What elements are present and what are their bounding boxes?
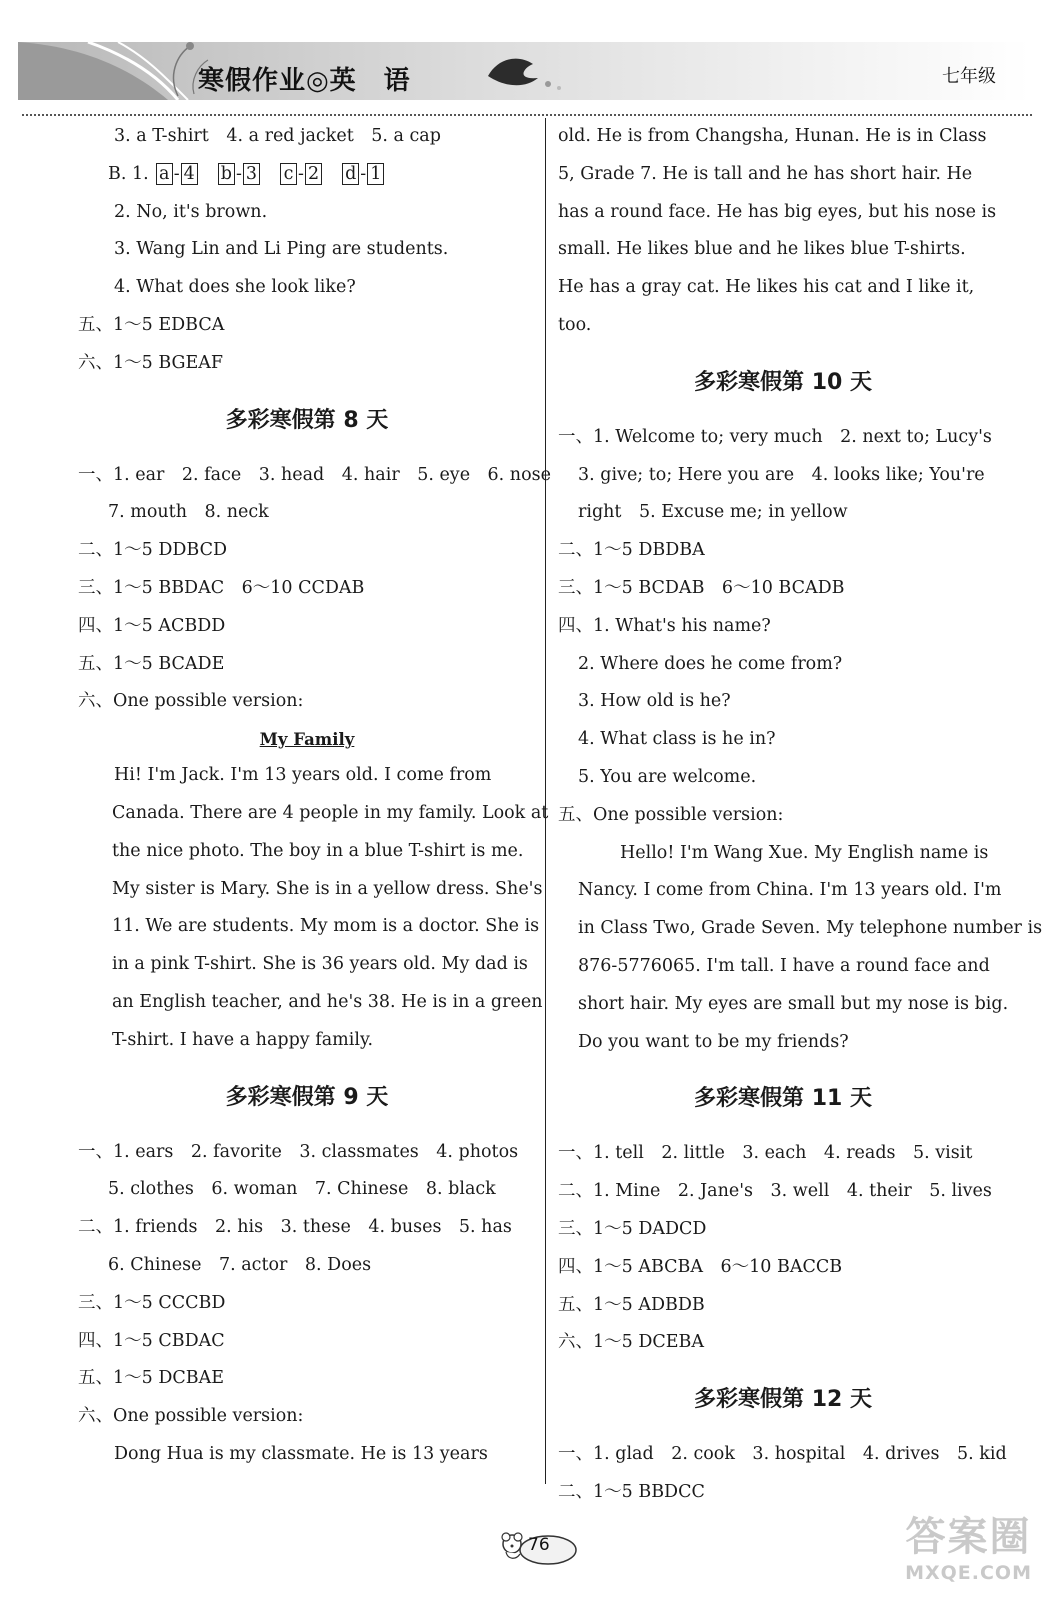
match-number-box: 1 bbox=[367, 163, 384, 185]
answer-line: 一、1. Welcome to; very much 2. next to; Lucy's bbox=[558, 426, 992, 447]
answer-line: 5. You are welcome. bbox=[578, 766, 757, 787]
match-pair: a - 4 bbox=[155, 164, 199, 184]
answer-line: the nice photo. The boy in a blue T-shirt is me. bbox=[112, 840, 524, 861]
grade-label: 七年级 bbox=[942, 66, 996, 87]
answer-line: 六、1～5 BGEAF bbox=[78, 352, 224, 373]
answer-line: 4. What class is he in? bbox=[578, 729, 776, 750]
answer-line: My sister is Mary. She is in a yellow dress. She's bbox=[112, 878, 543, 899]
answer-line: T-shirt. I have a happy family. bbox=[112, 1029, 374, 1050]
answer-line: 三、1～5 BBDAC 6～10 CCDAB bbox=[78, 577, 365, 598]
answer-line: Do you want to be my friends? bbox=[578, 1031, 849, 1052]
answer-line: 二、1～5 DDBCD bbox=[78, 540, 227, 561]
section-heading: 多彩寒假第 12 天 bbox=[694, 1387, 872, 1413]
match-letter-box: b bbox=[218, 163, 235, 185]
header-banner bbox=[18, 36, 1030, 106]
answer-line: 六、One possible version: bbox=[78, 691, 304, 712]
answer-line: He has a gray cat. He likes his cat and I like it, bbox=[558, 277, 975, 298]
matching-prefix: B. 1. bbox=[108, 163, 149, 184]
answer-line: an English teacher, and he's 38. He is in a green bbox=[112, 991, 543, 1012]
section-heading: 多彩寒假第 10 天 bbox=[694, 369, 872, 395]
answer-line: too. bbox=[558, 314, 592, 335]
match-number-box: 3 bbox=[243, 163, 260, 185]
essay-title: My Family bbox=[259, 730, 355, 750]
answer-line: 五、1～5 ADBDB bbox=[558, 1294, 705, 1315]
answer-line: right 5. Excuse me; in yellow bbox=[578, 502, 848, 523]
answer-line: Dong Hua is my classmate. He is 13 years bbox=[114, 1443, 488, 1464]
answer-line: in a pink T-shirt. She is 36 years old. My dad is bbox=[112, 954, 528, 975]
match-pair: c - 2 bbox=[279, 164, 323, 184]
answer-line: Canada. There are 4 people in my family. Look at bbox=[112, 802, 549, 823]
answer-line: 二、1. friends 2. his 3. these 4. buses 5. has bbox=[78, 1217, 512, 1238]
answer-line: 4. What does she look like? bbox=[114, 277, 356, 298]
watermark-domain: MXQE.COM bbox=[905, 1562, 1032, 1584]
answer-line: has a round face. He has big eyes, but his nose is bbox=[558, 201, 997, 222]
answer-line: 一、1. ears 2. favorite 3. classmates 4. photos bbox=[78, 1141, 519, 1162]
answer-line: 三、1～5 DADCD bbox=[558, 1218, 707, 1239]
site-watermark bbox=[905, 1505, 1032, 1584]
section-heading: 多彩寒假第 9 天 bbox=[225, 1084, 389, 1110]
answer-line: 5, Grade 7. He is tall and he has short hair. He bbox=[558, 163, 973, 184]
answer-line: Nancy. I come from China. I'm 13 years old. I'm bbox=[578, 880, 1002, 901]
match-letter-box: a bbox=[156, 163, 173, 185]
answer-line: 二、1～5 BBDCC bbox=[558, 1481, 705, 1502]
answer-line: old. He is from Changsha, Hunan. He is in Class bbox=[558, 126, 987, 146]
match-pair: d - 1 bbox=[341, 164, 385, 184]
answer-line: 3. Wang Lin and Li Ping are students. bbox=[114, 239, 449, 260]
page-number: 76 bbox=[528, 1535, 550, 1555]
answer-line: 6. Chinese 7. actor 8. Does bbox=[108, 1254, 372, 1275]
section-heading: 多彩寒假第 8 天 bbox=[225, 407, 389, 433]
answer-line: in Class Two, Grade Seven. My telephone number is bbox=[578, 918, 1043, 939]
answer-line: 四、1～5 ABCBA 6～10 BACCB bbox=[558, 1256, 843, 1277]
answer-line: Hello! I'm Wang Xue. My English name is bbox=[620, 842, 989, 863]
answer-line: 3. a T-shirt 4. a red jacket 5. a cap bbox=[114, 126, 441, 146]
answer-line: 3. How old is he? bbox=[578, 691, 731, 712]
answer-line: 三、1～5 BCDAB 6～10 BCADB bbox=[558, 577, 845, 598]
matching-answers bbox=[78, 156, 536, 194]
answer-line: 2. Where does he come from? bbox=[578, 653, 843, 674]
answer-line: small. He likes blue and he likes blue T-shirts. bbox=[558, 239, 966, 260]
answer-line: 五、1～5 BCADE bbox=[78, 653, 225, 674]
match-number-box: 4 bbox=[181, 163, 198, 185]
match-pair: b - 3 bbox=[217, 164, 261, 184]
answer-line: 六、One possible version: bbox=[78, 1406, 304, 1427]
answer-line: 二、1～5 DBDBA bbox=[558, 540, 705, 561]
answer-line: 二、1. Mine 2. Jane's 3. well 4. their 5. lives bbox=[558, 1181, 992, 1202]
right-column bbox=[558, 118, 1043, 1512]
match-number-box: 2 bbox=[305, 163, 322, 185]
section-heading: 多彩寒假第 11 天 bbox=[694, 1086, 872, 1112]
answer-line: 四、1. What's his name? bbox=[558, 615, 771, 636]
answer-line: 四、1～5 ACBDD bbox=[78, 615, 226, 636]
answer-line: 五、1～5 EDBCA bbox=[78, 314, 225, 335]
answer-line: 2. No, it's brown. bbox=[114, 201, 268, 222]
watermark-logo-text: 答案圈 bbox=[905, 1514, 1032, 1560]
match-letter-box: c bbox=[280, 163, 297, 185]
answer-line: 876-5776065. I'm tall. I have a round face and bbox=[578, 955, 990, 976]
answer-line: 一、1. glad 2. cook 3. hospital 4. drives 5. kid bbox=[558, 1444, 1007, 1465]
header-divider bbox=[22, 114, 1032, 116]
answer-line: 3. give; to; Here you are 4. looks like; You're bbox=[578, 464, 985, 485]
book-title: 寒假作业◎英 语 bbox=[198, 66, 411, 96]
answer-line: 五、One possible version: bbox=[558, 804, 784, 825]
answer-line: 五、1～5 DCBAE bbox=[78, 1368, 225, 1389]
answer-line: 一、1. ear 2. face 3. head 4. hair 5. eye 6. nose bbox=[78, 464, 551, 485]
answer-line: 7. mouth 8. neck bbox=[108, 502, 269, 523]
answer-line: 一、1. tell 2. little 3. each 4. reads 5. visit bbox=[558, 1143, 973, 1164]
answer-line: Hi! I'm Jack. I'm 13 years old. I come from bbox=[114, 765, 492, 786]
answer-line: 六、1～5 DCEBA bbox=[558, 1332, 705, 1353]
match-letter-box: d bbox=[342, 163, 359, 185]
answer-line: 三、1～5 CCCBD bbox=[78, 1292, 226, 1313]
answer-line: 11. We are students. My mom is a doctor. She is bbox=[112, 916, 540, 937]
answer-line: short hair. My eyes are small but my nose is big. bbox=[578, 993, 1009, 1014]
left-column bbox=[78, 118, 551, 1474]
answer-line: 四、1～5 CBDAC bbox=[78, 1330, 225, 1351]
answer-line: 5. clothes 6. woman 7. Chinese 8. black bbox=[108, 1179, 496, 1200]
